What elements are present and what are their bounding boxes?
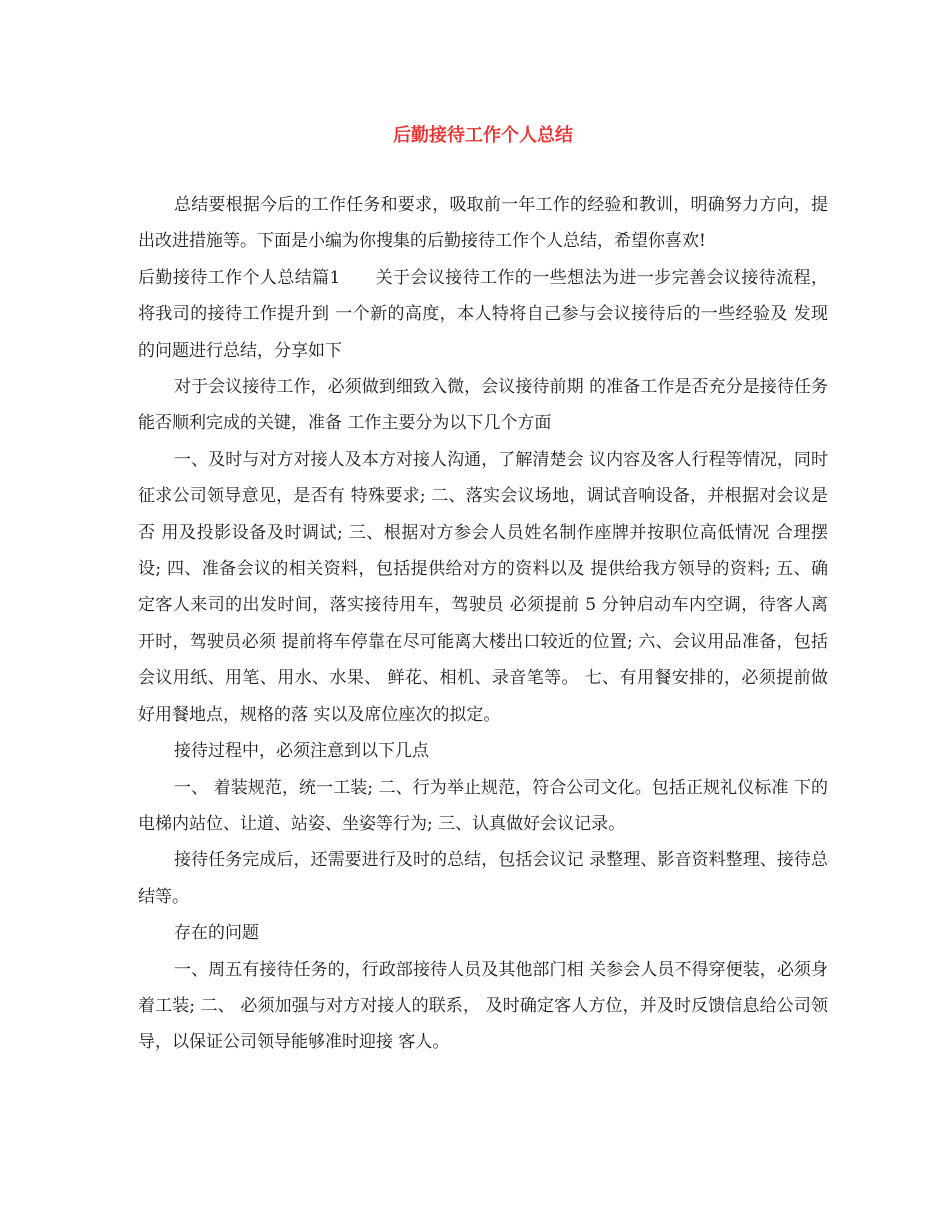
paragraph-issues-heading: 存在的问题 — [174, 923, 259, 944]
paragraph-preparation: 对于会议接待工作，必须做到细致入微，会议接待前期 的准备工作是否充分是接待任务能否顺利完成的关键，准备 工作主要分为以下几个方面 — [138, 377, 828, 434]
paragraph-preparation-items: 一、及时与对方对接人及本方对接人沟通，了解清楚会 议内容及客人行程等情况，同时征求公司领导意见，是否有 特殊要求; 二、落实会议场地，调试音响设备，并根据对会议是否 用及投影设备及时调试; 三、根据对方参会人员姓名制作座牌并按职位高低情况 合理摆设; 四、准备会议的相关资料，包括提供给对方的资料以及 提供给我方领导的资料; 五、确定客人来司的出发时间，落实接待用车，驾驶员 必须提前 5 分钟启动车内空调，待客人离开时，驾驶员必须 提前将车停靠在尽可能离大楼出口较近的位置; 六、会议用品准备，包括会议用纸、用笔、用水、水果、 鲜花、相机、录音笔等。 七、有用餐安排的，必须提前做好用餐地点，规格的落 实以及席位座次的拟定。 — [138, 449, 828, 725]
paragraph-process-items: 一、 着装规范，统一工装; 二、行为举止规范，符合公司文化。包括正规礼仪标准 下的电梯内站位、让道、站姿、坐姿等行为; 三、认真做好会议记录。 — [138, 777, 828, 834]
document-body — [138, 187, 828, 1061]
paragraph-process-heading: 接待过程中，必须注意到以下几点 — [174, 741, 429, 762]
paragraph-part-1: 后勤接待工作个人总结篇1 关于会议接待工作的一些想法为进一步完善会议接待流程，将我司的接待工作提升到 一个新的高度，本人特将自己参与会议接待后的一些经验及 发现的问题进行总结，分享如下 — [138, 267, 828, 361]
document-title: 后勤接待工作个人总结 — [393, 125, 573, 146]
paragraph-summary: 接待任务完成后，还需要进行及时的总结，包括会议记 录整理、影音资料整理、接待总结等。 — [138, 850, 828, 907]
paragraph-issues-items: 一、周五有接待任务的，行政部接待人员及其他部门相 关参会人员不得穿便装，必须身着工装; 二、 必须加强与对方对接人的联系， 及时确定客人方位，并及时反馈信息给公司领导，以保证公司领导能够准时迎接 客人。 — [138, 959, 828, 1053]
paragraph-intro: 总结要根据今后的工作任务和要求，吸取前一年工作的经验和教训，明确努力方向，提出改进措施等。下面是小编为你搜集的后勤接待工作个人总结，希望你喜欢! — [138, 195, 828, 252]
